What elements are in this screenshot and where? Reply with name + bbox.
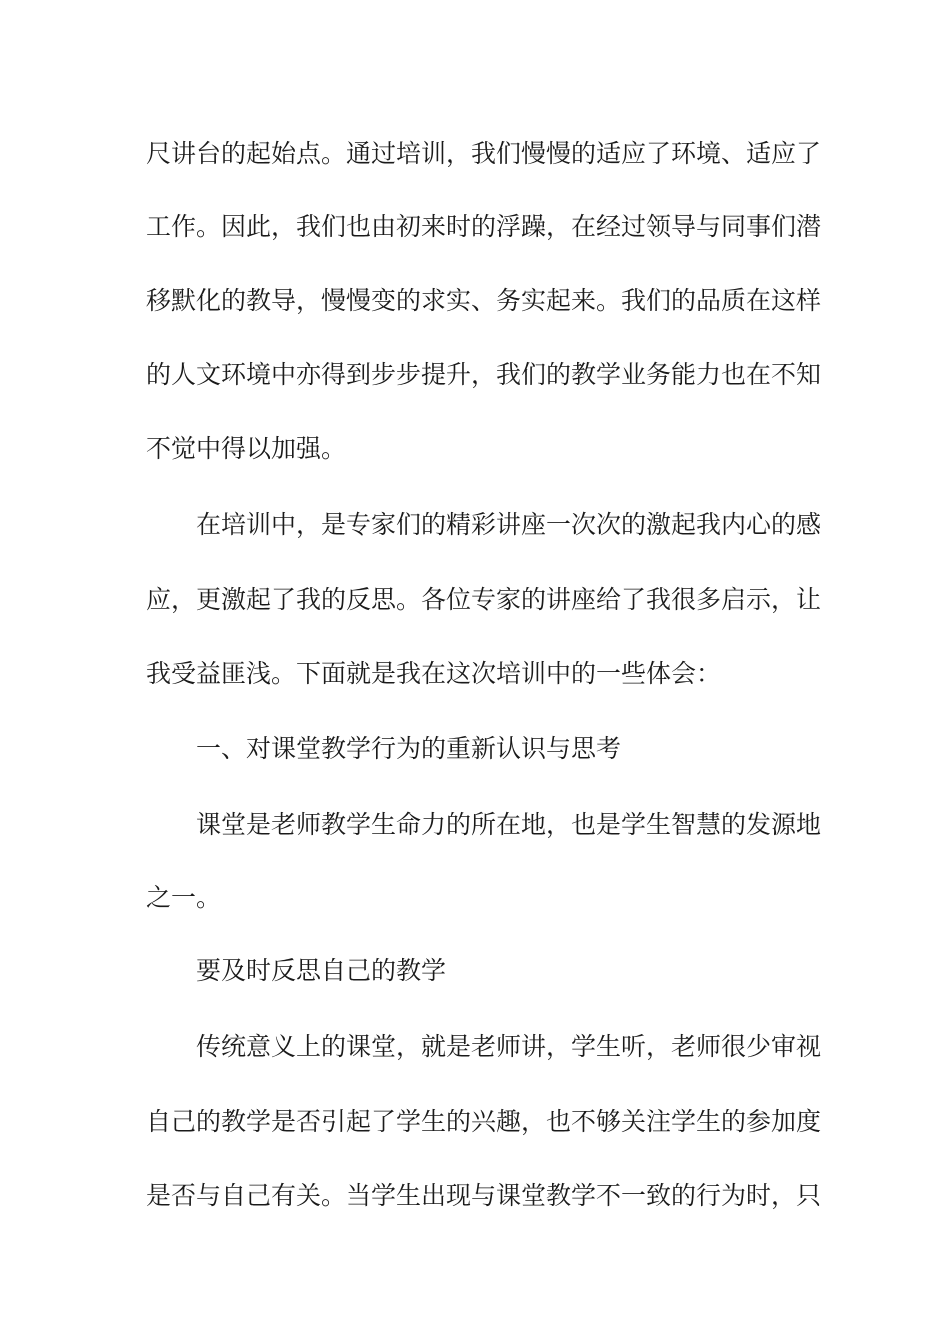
text-line: 尺讲台的起始点。通过培训，我们慢慢的适应了环境、适应了 [146,139,822,168]
paragraph-start-line: 在培训中，是专家们的精彩讲座一次次的激起我内心的感 [196,510,822,539]
subsection-heading: 要及时反思自己的教学 [196,956,447,985]
text-line: 之一。 [146,883,222,912]
text-line: 的人文环境中亦得到步步提升，我们的教学业务能力也在不知 [146,360,822,389]
paragraph-start-line: 课堂是老师教学生命力的所在地，也是学生智慧的发源地 [196,810,822,839]
text-line: 是否与自己有关。当学生出现与课堂教学不一致的行为时，只 [146,1181,822,1210]
text-line: 应，更激起了我的反思。各位专家的讲座给了我很多启示，让 [146,585,822,614]
text-line: 移默化的教导，慢慢变的求实、务实起来。我们的品质在这样 [146,286,822,315]
paragraph-start-line: 传统意义上的课堂，就是老师讲，学生听，老师很少审视 [196,1032,822,1061]
section-heading: 一、对课堂教学行为的重新认识与思考 [196,734,622,763]
text-line: 自己的教学是否引起了学生的兴趣，也不够关注学生的参加度 [146,1107,822,1136]
text-line: 工作。因此，我们也由初来时的浮躁，在经过领导与同事们潜 [146,212,822,241]
text-line: 我受益匪浅。下面就是我在这次培训中的一些体会： [146,659,722,688]
text-line: 不觉中得以加强。 [146,434,347,463]
